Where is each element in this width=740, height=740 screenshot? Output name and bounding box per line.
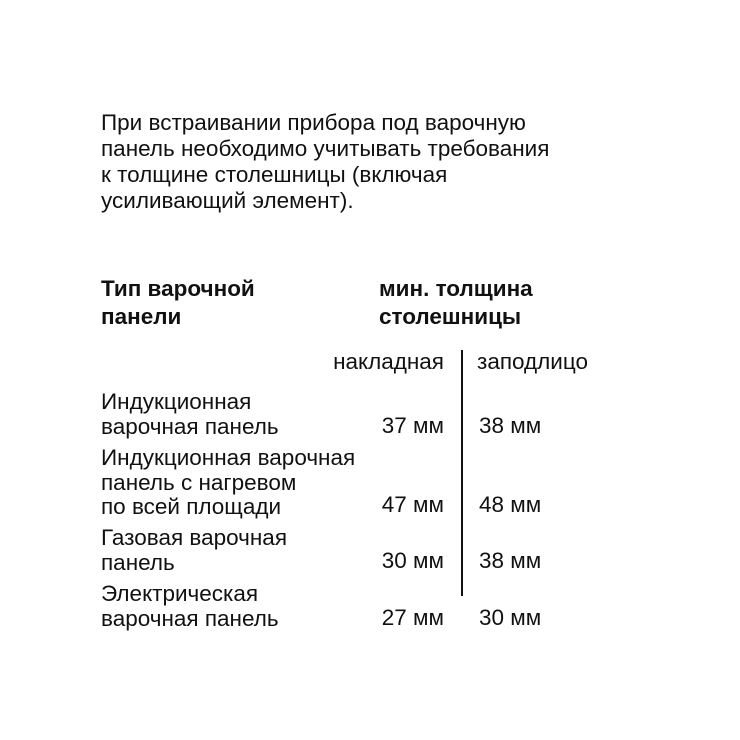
header-line: панели xyxy=(101,304,182,329)
value-flush-induction-full: 48 мм xyxy=(479,492,542,517)
column-divider xyxy=(461,350,463,596)
intro-line: к толщине столешницы (включая xyxy=(101,162,448,187)
value-overlay-gas: 30 мм xyxy=(381,548,444,573)
header-line: столешницы xyxy=(379,304,522,329)
header-min-thickness xyxy=(379,275,533,331)
row-name-electric xyxy=(101,582,279,631)
row-name-line: варочная панель xyxy=(101,413,279,439)
value-overlay-induction: 37 мм xyxy=(381,413,444,438)
intro-line: При встраивании прибора под варочную xyxy=(101,110,526,135)
row-name-line: по всей площади xyxy=(101,494,282,519)
value-overlay-electric: 27 мм xyxy=(381,605,444,630)
row-name-line: варочная панель xyxy=(101,605,279,631)
row-name-line: Газовая варочная xyxy=(101,525,287,550)
intro-text xyxy=(101,110,661,214)
row-name-induction xyxy=(101,390,279,439)
header-hob-type xyxy=(101,275,255,331)
value-flush-electric: 30 мм xyxy=(479,605,542,630)
row-name-gas xyxy=(101,526,287,575)
value-flush-induction: 38 мм xyxy=(479,413,542,438)
row-name-line: панель с нагревом xyxy=(101,469,297,495)
intro-line: панель необходимо учитывать требования xyxy=(101,136,550,161)
value-flush-gas: 38 мм xyxy=(479,548,542,573)
subheader-overlay: накладная xyxy=(333,349,444,374)
intro-line: усиливающий элемент). xyxy=(101,188,354,213)
row-name-line: Индукционная варочная xyxy=(101,445,356,470)
header-line: мин. толщина xyxy=(379,276,533,301)
row-name-induction-full xyxy=(101,446,355,520)
row-name-line: панель xyxy=(101,549,175,575)
header-line: Тип варочной xyxy=(101,276,255,301)
row-name-line: Электрическая xyxy=(101,581,259,606)
value-overlay-induction-full: 47 мм xyxy=(381,492,444,517)
subheader-flush: заподлицо xyxy=(477,349,589,374)
row-name-line: Индукционная xyxy=(101,389,252,414)
